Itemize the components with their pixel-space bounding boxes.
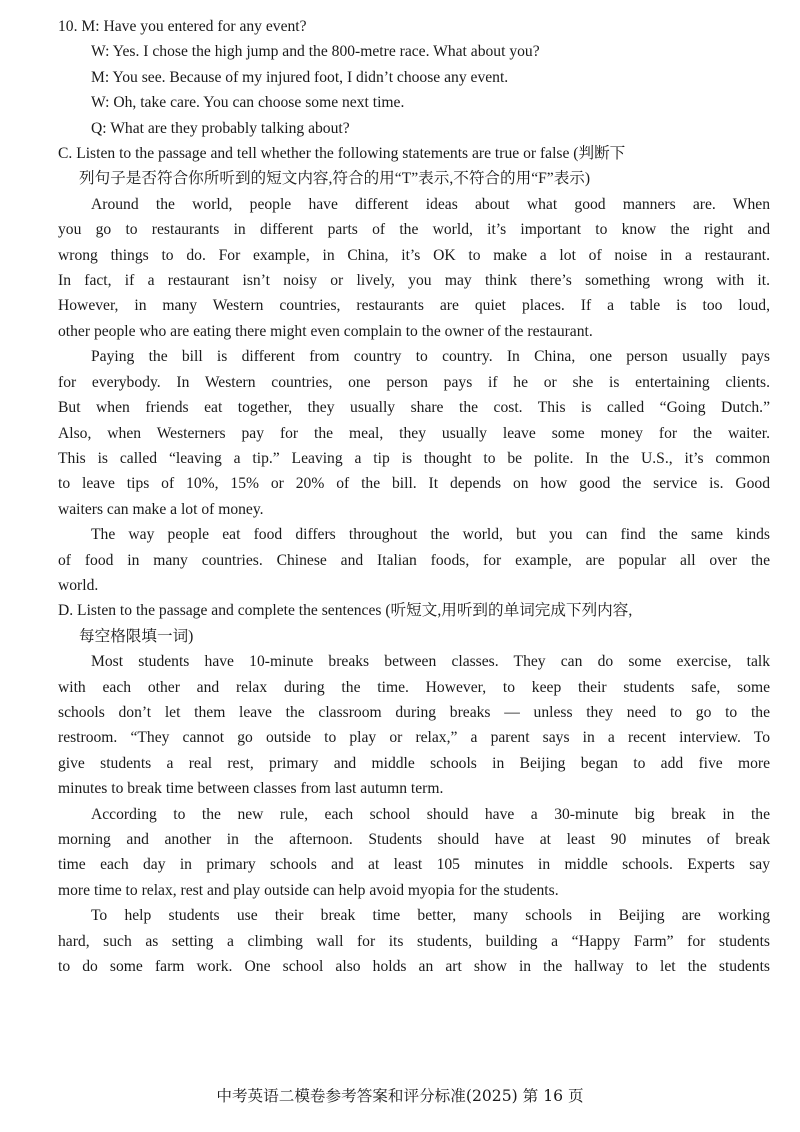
dialogue-line-1 bbox=[58, 14, 770, 39]
section-d-paragraph-3 bbox=[58, 903, 770, 979]
text-line: But when friends eat together, they usually share the cost. This is called “Going Dutch.” bbox=[58, 399, 770, 417]
dialogue-text: M: Have you entered for any event? bbox=[81, 18, 307, 35]
text-line: more time to relax, rest and play outside can help avoid myopia for the students. bbox=[58, 881, 559, 899]
text-line: Also, when Westerners pay for the meal, they usually leave some money for the waiter. bbox=[58, 424, 770, 442]
text-line: to leave tips of 10%, 15% or 20% of the bill. It depends on how good the service is. Good bbox=[58, 475, 770, 493]
text-line: time each day in primary schools and at least 105 minutes in middle schools. Experts say bbox=[58, 856, 770, 874]
text-line: restroom. “They cannot go outside to play or relax,” a parent says in a recent interview. To bbox=[58, 729, 770, 747]
text-line: wrong things to do. For example, in China, it’s OK to make a lot of noise in a restaurant. bbox=[58, 246, 770, 264]
section-d-heading-cont: 每空格限填一词) bbox=[79, 627, 194, 645]
text-line: The way people eat food differs throughout the world, but you can find the same kinds bbox=[91, 526, 770, 544]
dialogue-line-2: W: Yes. I chose the high jump and the 800-metre race. What about you? bbox=[91, 43, 540, 61]
section-c bbox=[58, 141, 770, 598]
text-line: However, in many Western countries, restaurants are quiet places. If a table is too loud, bbox=[58, 297, 770, 315]
text-line: with each other and relax during the time. However, to keep their students safe, some bbox=[58, 678, 770, 696]
document-page bbox=[58, 14, 770, 979]
text-line: hard, such as setting a climbing wall for its students, building a “Happy Farm” for students bbox=[58, 932, 770, 950]
text-line: schools don’t let them leave the classroom during breaks — unless they need to go to the bbox=[58, 703, 770, 721]
text-line: This is called “leaving a tip.” Leaving a tip is thought to be polite. In the U.S., it’s common bbox=[58, 449, 770, 467]
section-d bbox=[58, 598, 770, 979]
section-c-paragraph-1 bbox=[58, 192, 770, 344]
text-line: Around the world, people have different ideas about what good manners are. When bbox=[91, 195, 770, 213]
text-line: for everybody. In Western countries, one person pays if he or she is entertaining clients. bbox=[58, 373, 770, 391]
question-number: 10. bbox=[58, 18, 78, 35]
section-c-heading-cont: 列句子是否符合你所听到的短文内容,符合的用“T”表示,不符合的用“F”表示) bbox=[79, 170, 591, 188]
text-line: In fact, if a restaurant isn’t noisy or lively, you may think there’s something wrong with it. bbox=[58, 272, 770, 290]
page-footer: 中考英语二模卷参考答案和评分标准(2025) 第 16 页 bbox=[216, 1087, 584, 1105]
text-line: you go to restaurants in different parts of the world, it’s important to know the right and bbox=[58, 221, 770, 239]
dialogue-block bbox=[58, 14, 770, 141]
text-line: morning and another in the afternoon. Students should have at least 90 minutes of break bbox=[58, 831, 770, 848]
text-line: other people who are eating there might even complain to the owner of the restaurant. bbox=[58, 322, 593, 340]
text-line: give students a real rest, primary and middle schools in Beijing began to add five more bbox=[58, 754, 770, 772]
text-line: of food in many countries. Chinese and Italian foods, for example, are popular all over the bbox=[58, 551, 770, 569]
section-d-heading: D. Listen to the passage and complete the sentences (听短文,用听到的单词完成下列内容, bbox=[58, 602, 633, 620]
text-line: According to the new rule, each school should have a 30-minute big break in the bbox=[91, 805, 770, 823]
section-d-paragraph-2 bbox=[58, 802, 770, 904]
text-line: Most students have 10-minute breaks between classes. They can do some exercise, talk bbox=[91, 653, 770, 671]
dialogue-line-4: W: Oh, take care. You can choose some next time. bbox=[91, 94, 405, 112]
text-line: world. bbox=[58, 576, 99, 594]
section-d-paragraph-1 bbox=[58, 649, 770, 801]
text-line: minutes to break time between classes from last autumn term. bbox=[58, 780, 444, 798]
text-line: Paying the bill is different from country to country. In China, one person usually pays bbox=[91, 348, 770, 366]
dialogue-line-3: M: You see. Because of my injured foot, I didn’t choose any event. bbox=[91, 68, 509, 86]
dialogue-question: Q: What are they probably talking about? bbox=[91, 119, 350, 137]
text-line: to do some farm work. One school also holds an art show in the hallway to let the students bbox=[58, 958, 770, 976]
section-c-heading: C. Listen to the passage and tell whether the following statements are true or false (判断下 bbox=[58, 145, 626, 163]
section-c-paragraph-2 bbox=[58, 344, 770, 522]
section-c-paragraph-3 bbox=[58, 522, 770, 598]
text-line: waiters can make a lot of money. bbox=[58, 500, 264, 518]
text-line: To help students use their break time better, many schools in Beijing are working bbox=[91, 907, 770, 925]
